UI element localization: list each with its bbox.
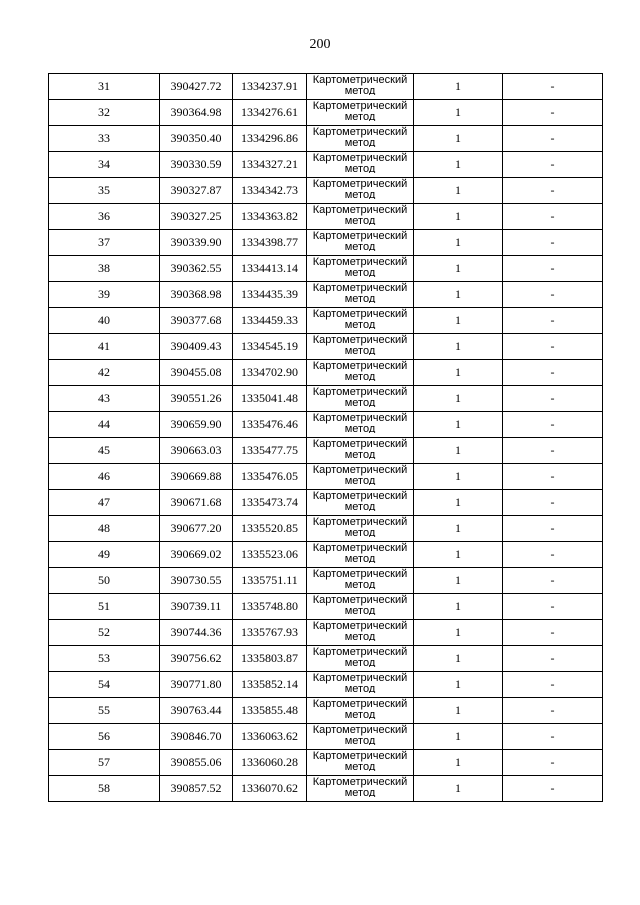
method-label-line1: Картометрический bbox=[312, 594, 408, 606]
x-coordinate-cell: 390663.03 bbox=[160, 438, 233, 464]
method-cell bbox=[307, 386, 414, 412]
table-row bbox=[49, 386, 603, 412]
y-coordinate-cell: 1334342.73 bbox=[233, 178, 307, 204]
method-label-line2: метод bbox=[344, 86, 376, 95]
point-number-cell: 54 bbox=[49, 672, 160, 698]
method-label-line2: метод bbox=[344, 190, 376, 199]
coordinates-table bbox=[48, 73, 603, 802]
method-label-line1: Картометрический bbox=[312, 152, 408, 164]
x-coordinate-cell: 390846.70 bbox=[160, 724, 233, 750]
point-number-cell: 43 bbox=[49, 386, 160, 412]
table-row bbox=[49, 334, 603, 360]
point-number-cell: 39 bbox=[49, 282, 160, 308]
method-cell bbox=[307, 672, 414, 698]
accuracy-cell: 1 bbox=[414, 152, 503, 178]
table-row bbox=[49, 750, 603, 776]
accuracy-cell: 1 bbox=[414, 646, 503, 672]
method-label-line1: Картометрический bbox=[312, 282, 408, 294]
method-cell bbox=[307, 126, 414, 152]
table-row bbox=[49, 282, 603, 308]
note-cell: - bbox=[503, 360, 603, 386]
note-cell: - bbox=[503, 256, 603, 282]
method-cell bbox=[307, 516, 414, 542]
point-number-cell: 50 bbox=[49, 568, 160, 594]
x-coordinate-cell: 390669.88 bbox=[160, 464, 233, 490]
point-number-cell: 52 bbox=[49, 620, 160, 646]
x-coordinate-cell: 390350.40 bbox=[160, 126, 233, 152]
y-coordinate-cell: 1335852.14 bbox=[233, 672, 307, 698]
point-number-cell: 33 bbox=[49, 126, 160, 152]
note-cell: - bbox=[503, 334, 603, 360]
x-coordinate-cell: 390739.11 bbox=[160, 594, 233, 620]
x-coordinate-cell: 390857.52 bbox=[160, 776, 233, 802]
method-cell bbox=[307, 464, 414, 490]
method-label-line2: метод bbox=[344, 580, 376, 589]
x-coordinate-cell: 390551.26 bbox=[160, 386, 233, 412]
table-row bbox=[49, 308, 603, 334]
method-label-line2: метод bbox=[344, 268, 376, 277]
method-label-line2: метод bbox=[344, 606, 376, 615]
table-row bbox=[49, 230, 603, 256]
x-coordinate-cell: 390744.36 bbox=[160, 620, 233, 646]
method-cell bbox=[307, 438, 414, 464]
method-label-line1: Картометрический bbox=[312, 646, 408, 658]
note-cell: - bbox=[503, 204, 603, 230]
method-cell bbox=[307, 776, 414, 802]
note-cell: - bbox=[503, 594, 603, 620]
y-coordinate-cell: 1334435.39 bbox=[233, 282, 307, 308]
point-number-cell: 51 bbox=[49, 594, 160, 620]
method-label-line1: Картометрический bbox=[312, 776, 408, 788]
method-cell bbox=[307, 646, 414, 672]
table-row bbox=[49, 568, 603, 594]
accuracy-cell: 1 bbox=[414, 360, 503, 386]
accuracy-cell: 1 bbox=[414, 386, 503, 412]
accuracy-cell: 1 bbox=[414, 438, 503, 464]
method-label-line1: Картометрический bbox=[312, 438, 408, 450]
y-coordinate-cell: 1334296.86 bbox=[233, 126, 307, 152]
x-coordinate-cell: 390659.90 bbox=[160, 412, 233, 438]
accuracy-cell: 1 bbox=[414, 282, 503, 308]
note-cell: - bbox=[503, 412, 603, 438]
method-label-line1: Картометрический bbox=[312, 334, 408, 346]
accuracy-cell: 1 bbox=[414, 698, 503, 724]
method-label-line2: метод bbox=[344, 710, 376, 719]
method-label-line1: Картометрический bbox=[312, 698, 408, 710]
method-label-line2: метод bbox=[344, 450, 376, 459]
method-label-line1: Картометрический bbox=[312, 230, 408, 242]
table-row bbox=[49, 542, 603, 568]
table-row bbox=[49, 74, 603, 100]
method-cell bbox=[307, 256, 414, 282]
accuracy-cell: 1 bbox=[414, 464, 503, 490]
method-label-line2: метод bbox=[344, 164, 376, 173]
point-number-cell: 35 bbox=[49, 178, 160, 204]
table-row bbox=[49, 360, 603, 386]
accuracy-cell: 1 bbox=[414, 776, 503, 802]
accuracy-cell: 1 bbox=[414, 750, 503, 776]
y-coordinate-cell: 1334276.61 bbox=[233, 100, 307, 126]
method-label-line1: Картометрический bbox=[312, 490, 408, 502]
note-cell: - bbox=[503, 438, 603, 464]
y-coordinate-cell: 1335473.74 bbox=[233, 490, 307, 516]
method-cell bbox=[307, 724, 414, 750]
y-coordinate-cell: 1334237.91 bbox=[233, 74, 307, 100]
page-number: 200 bbox=[309, 37, 331, 52]
x-coordinate-cell: 390730.55 bbox=[160, 568, 233, 594]
table-row bbox=[49, 724, 603, 750]
x-coordinate-cell: 390330.59 bbox=[160, 152, 233, 178]
method-cell bbox=[307, 490, 414, 516]
method-label-line1: Картометрический bbox=[312, 74, 408, 86]
accuracy-cell: 1 bbox=[414, 230, 503, 256]
method-cell bbox=[307, 334, 414, 360]
y-coordinate-cell: 1334398.77 bbox=[233, 230, 307, 256]
x-coordinate-cell: 390377.68 bbox=[160, 308, 233, 334]
point-number-cell: 49 bbox=[49, 542, 160, 568]
y-coordinate-cell: 1336063.62 bbox=[233, 724, 307, 750]
accuracy-cell: 1 bbox=[414, 594, 503, 620]
method-label-line1: Картометрический bbox=[312, 100, 408, 112]
x-coordinate-cell: 390409.43 bbox=[160, 334, 233, 360]
note-cell: - bbox=[503, 100, 603, 126]
x-coordinate-cell: 390677.20 bbox=[160, 516, 233, 542]
method-label-line1: Картометрический bbox=[312, 178, 408, 190]
y-coordinate-cell: 1335041.48 bbox=[233, 386, 307, 412]
point-number-cell: 41 bbox=[49, 334, 160, 360]
x-coordinate-cell: 390327.25 bbox=[160, 204, 233, 230]
point-number-cell: 37 bbox=[49, 230, 160, 256]
y-coordinate-cell: 1334702.90 bbox=[233, 360, 307, 386]
point-number-cell: 32 bbox=[49, 100, 160, 126]
method-label-line1: Картометрический bbox=[312, 256, 408, 268]
point-number-cell: 44 bbox=[49, 412, 160, 438]
method-cell bbox=[307, 750, 414, 776]
method-label-line1: Картометрический bbox=[312, 412, 408, 424]
y-coordinate-cell: 1336070.62 bbox=[233, 776, 307, 802]
note-cell: - bbox=[503, 724, 603, 750]
method-label-line2: метод bbox=[344, 658, 376, 667]
point-number-cell: 46 bbox=[49, 464, 160, 490]
x-coordinate-cell: 390362.55 bbox=[160, 256, 233, 282]
table-row bbox=[49, 620, 603, 646]
method-label-line1: Картометрический bbox=[312, 516, 408, 528]
note-cell: - bbox=[503, 490, 603, 516]
y-coordinate-cell: 1335748.80 bbox=[233, 594, 307, 620]
point-number-cell: 55 bbox=[49, 698, 160, 724]
y-coordinate-cell: 1335476.46 bbox=[233, 412, 307, 438]
method-label-line2: метод bbox=[344, 242, 376, 251]
point-number-cell: 45 bbox=[49, 438, 160, 464]
y-coordinate-cell: 1335751.11 bbox=[233, 568, 307, 594]
y-coordinate-cell: 1335523.06 bbox=[233, 542, 307, 568]
y-coordinate-cell: 1334413.14 bbox=[233, 256, 307, 282]
y-coordinate-cell: 1335520.85 bbox=[233, 516, 307, 542]
note-cell: - bbox=[503, 568, 603, 594]
method-cell bbox=[307, 594, 414, 620]
method-label-line2: метод bbox=[344, 554, 376, 563]
method-label-line2: метод bbox=[344, 398, 376, 407]
method-label-line2: метод bbox=[344, 320, 376, 329]
x-coordinate-cell: 390327.87 bbox=[160, 178, 233, 204]
y-coordinate-cell: 1335477.75 bbox=[233, 438, 307, 464]
method-label-line2: метод bbox=[344, 762, 376, 771]
accuracy-cell: 1 bbox=[414, 334, 503, 360]
y-coordinate-cell: 1335767.93 bbox=[233, 620, 307, 646]
x-coordinate-cell: 390855.06 bbox=[160, 750, 233, 776]
note-cell: - bbox=[503, 178, 603, 204]
method-cell bbox=[307, 178, 414, 204]
note-cell: - bbox=[503, 672, 603, 698]
accuracy-cell: 1 bbox=[414, 516, 503, 542]
note-cell: - bbox=[503, 516, 603, 542]
method-cell bbox=[307, 360, 414, 386]
method-cell bbox=[307, 542, 414, 568]
accuracy-cell: 1 bbox=[414, 542, 503, 568]
table-row bbox=[49, 516, 603, 542]
point-number-cell: 53 bbox=[49, 646, 160, 672]
table-row bbox=[49, 464, 603, 490]
accuracy-cell: 1 bbox=[414, 204, 503, 230]
x-coordinate-cell: 390756.62 bbox=[160, 646, 233, 672]
method-label-line2: метод bbox=[344, 502, 376, 511]
note-cell: - bbox=[503, 776, 603, 802]
method-cell bbox=[307, 152, 414, 178]
method-label-line1: Картометрический bbox=[312, 464, 408, 476]
method-cell bbox=[307, 698, 414, 724]
method-label-line2: метод bbox=[344, 684, 376, 693]
table-row bbox=[49, 646, 603, 672]
method-label-line2: метод bbox=[344, 138, 376, 147]
table-row bbox=[49, 204, 603, 230]
method-label-line1: Картометрический bbox=[312, 360, 408, 372]
method-label-line1: Картометрический bbox=[312, 308, 408, 320]
y-coordinate-cell: 1334459.33 bbox=[233, 308, 307, 334]
y-coordinate-cell: 1334327.21 bbox=[233, 152, 307, 178]
point-number-cell: 40 bbox=[49, 308, 160, 334]
table-row bbox=[49, 152, 603, 178]
method-label-line1: Картометрический bbox=[312, 724, 408, 736]
x-coordinate-cell: 390339.90 bbox=[160, 230, 233, 256]
method-cell bbox=[307, 308, 414, 334]
note-cell: - bbox=[503, 750, 603, 776]
x-coordinate-cell: 390671.68 bbox=[160, 490, 233, 516]
note-cell: - bbox=[503, 542, 603, 568]
accuracy-cell: 1 bbox=[414, 308, 503, 334]
point-number-cell: 36 bbox=[49, 204, 160, 230]
point-number-cell: 48 bbox=[49, 516, 160, 542]
point-number-cell: 47 bbox=[49, 490, 160, 516]
method-label-line1: Картометрический bbox=[312, 204, 408, 216]
note-cell: - bbox=[503, 698, 603, 724]
accuracy-cell: 1 bbox=[414, 74, 503, 100]
point-number-cell: 58 bbox=[49, 776, 160, 802]
x-coordinate-cell: 390763.44 bbox=[160, 698, 233, 724]
accuracy-cell: 1 bbox=[414, 672, 503, 698]
method-cell bbox=[307, 282, 414, 308]
method-label-line2: метод bbox=[344, 372, 376, 381]
x-coordinate-cell: 390427.72 bbox=[160, 74, 233, 100]
method-label-line2: метод bbox=[344, 294, 376, 303]
x-coordinate-cell: 390364.98 bbox=[160, 100, 233, 126]
accuracy-cell: 1 bbox=[414, 568, 503, 594]
y-coordinate-cell: 1334545.19 bbox=[233, 334, 307, 360]
method-cell bbox=[307, 620, 414, 646]
accuracy-cell: 1 bbox=[414, 178, 503, 204]
method-cell bbox=[307, 74, 414, 100]
method-label-line1: Картометрический bbox=[312, 126, 408, 138]
table-row bbox=[49, 178, 603, 204]
method-label-line2: метод bbox=[344, 788, 376, 797]
note-cell: - bbox=[503, 646, 603, 672]
x-coordinate-cell: 390455.08 bbox=[160, 360, 233, 386]
table-row bbox=[49, 776, 603, 802]
method-cell bbox=[307, 100, 414, 126]
method-label-line2: метод bbox=[344, 112, 376, 121]
method-label-line1: Картометрический bbox=[312, 750, 408, 762]
table-row bbox=[49, 412, 603, 438]
accuracy-cell: 1 bbox=[414, 126, 503, 152]
table-row bbox=[49, 256, 603, 282]
table-row bbox=[49, 698, 603, 724]
method-label-line2: метод bbox=[344, 476, 376, 485]
x-coordinate-cell: 390771.80 bbox=[160, 672, 233, 698]
note-cell: - bbox=[503, 282, 603, 308]
method-cell bbox=[307, 230, 414, 256]
point-number-cell: 38 bbox=[49, 256, 160, 282]
method-label-line1: Картометрический bbox=[312, 568, 408, 580]
table-row bbox=[49, 594, 603, 620]
method-label-line1: Картометрический bbox=[312, 542, 408, 554]
accuracy-cell: 1 bbox=[414, 724, 503, 750]
accuracy-cell: 1 bbox=[414, 490, 503, 516]
method-label-line1: Картометрический bbox=[312, 672, 408, 684]
y-coordinate-cell: 1336060.28 bbox=[233, 750, 307, 776]
table-row bbox=[49, 672, 603, 698]
note-cell: - bbox=[503, 308, 603, 334]
point-number-cell: 42 bbox=[49, 360, 160, 386]
note-cell: - bbox=[503, 230, 603, 256]
y-coordinate-cell: 1335803.87 bbox=[233, 646, 307, 672]
method-label-line1: Картометрический bbox=[312, 620, 408, 632]
point-number-cell: 31 bbox=[49, 74, 160, 100]
method-label-line2: метод bbox=[344, 424, 376, 433]
method-label-line2: метод bbox=[344, 346, 376, 355]
point-number-cell: 57 bbox=[49, 750, 160, 776]
x-coordinate-cell: 390669.02 bbox=[160, 542, 233, 568]
table-row bbox=[49, 100, 603, 126]
note-cell: - bbox=[503, 74, 603, 100]
method-label-line2: метод bbox=[344, 736, 376, 745]
table-row bbox=[49, 438, 603, 464]
method-label-line2: метод bbox=[344, 216, 376, 225]
method-label-line1: Картометрический bbox=[312, 386, 408, 398]
note-cell: - bbox=[503, 464, 603, 490]
accuracy-cell: 1 bbox=[414, 100, 503, 126]
accuracy-cell: 1 bbox=[414, 620, 503, 646]
note-cell: - bbox=[503, 126, 603, 152]
method-label-line2: метод bbox=[344, 632, 376, 641]
method-label-line2: метод bbox=[344, 528, 376, 537]
y-coordinate-cell: 1335476.05 bbox=[233, 464, 307, 490]
point-number-cell: 34 bbox=[49, 152, 160, 178]
y-coordinate-cell: 1334363.82 bbox=[233, 204, 307, 230]
table-row bbox=[49, 490, 603, 516]
table-row bbox=[49, 126, 603, 152]
method-cell bbox=[307, 412, 414, 438]
note-cell: - bbox=[503, 620, 603, 646]
method-cell bbox=[307, 204, 414, 230]
note-cell: - bbox=[503, 152, 603, 178]
point-number-cell: 56 bbox=[49, 724, 160, 750]
coordinates-table-body bbox=[49, 74, 603, 802]
accuracy-cell: 1 bbox=[414, 412, 503, 438]
accuracy-cell: 1 bbox=[414, 256, 503, 282]
method-cell bbox=[307, 568, 414, 594]
y-coordinate-cell: 1335855.48 bbox=[233, 698, 307, 724]
x-coordinate-cell: 390368.98 bbox=[160, 282, 233, 308]
note-cell: - bbox=[503, 386, 603, 412]
